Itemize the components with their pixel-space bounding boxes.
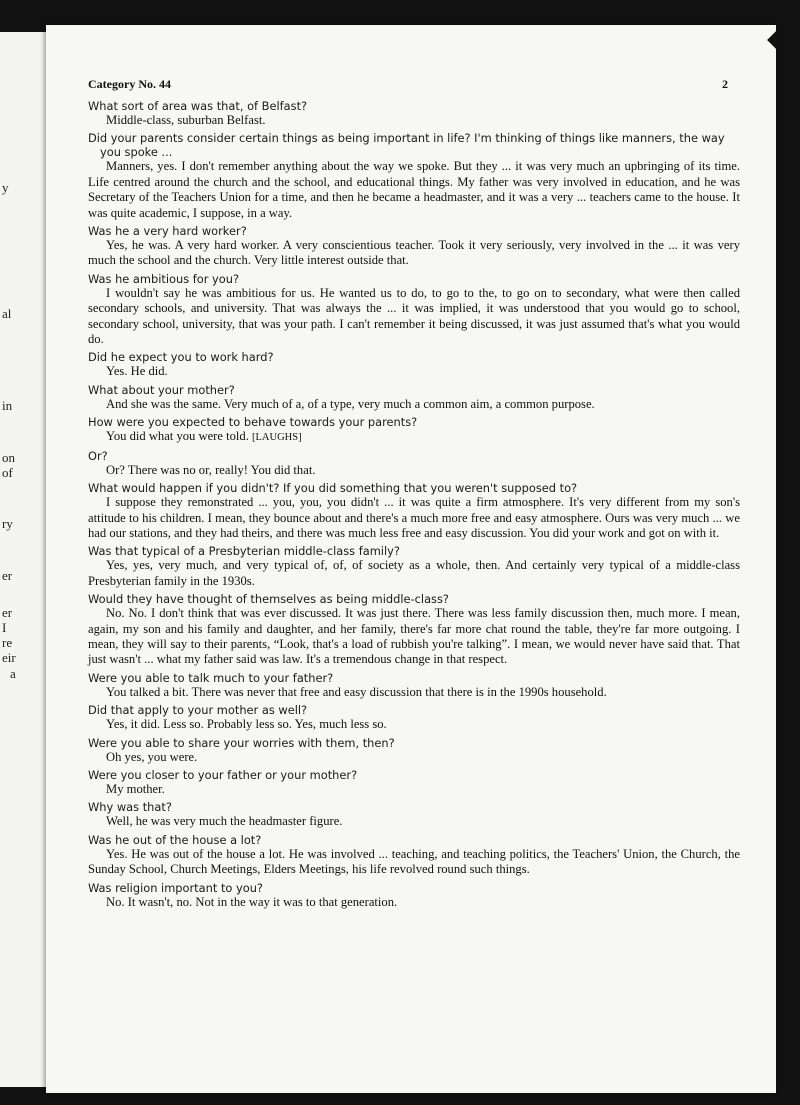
laughs-note: [LAUGHS] — [252, 432, 302, 444]
answer: No. No. I don't think that was ever discussed. It was just there. There was less family discussion then, much more. I mean, again, my son and his family and daughter, and her family, there's far more chat round the table, they're far more outgoing. I mean, they will say to their parents, “Look, that's a load of rubbish you're talking”. I mean, we would never have said that. That just wasn't ... what my father said was law. It's a tremendous change in that respect. — [88, 606, 740, 667]
answer: Yes, yes, very much, and very typical of, of, of society as a whole, then. And certainly very typical of a middle-class Presbyterian family in the 1930s. — [88, 558, 740, 588]
question: How were you expected to behave towards your parents? — [88, 415, 418, 430]
answer: Well, he was very much the headmaster figure. — [106, 814, 343, 829]
transcript-page — [46, 25, 776, 1093]
qa-item — [88, 592, 740, 668]
qa-item — [88, 768, 740, 797]
qa-item — [88, 736, 740, 765]
answer: And she was the same. Very much of a, of a type, very much a common aim, a common purpose. — [106, 396, 595, 411]
answer: Or? There was no or, really! You did that. — [106, 462, 316, 477]
question: Were you able to talk much to your father? — [88, 670, 334, 685]
answer: Middle-class, suburban Belfast. — [106, 113, 266, 127]
back-page-fragment: on — [2, 450, 15, 465]
back-page-fragment: y — [2, 180, 9, 195]
back-page-fragment: re — [2, 635, 13, 650]
qa-item — [88, 481, 740, 541]
question: Was that typical of a Presbyterian middle-class family? — [88, 544, 400, 559]
qa-item — [88, 800, 740, 829]
answer: Yes. He was out of the house a lot. He was involved ... teaching, and teaching politics, the Teachers' Union, the Church, the Sunday School, Church Meetings, Elders Meetings, his life revolved round such things. — [88, 846, 740, 877]
interview-transcript — [88, 96, 740, 913]
answer: Oh yes, you were. — [106, 749, 198, 764]
answer: Manners, yes. I don't remember anything about the way we spoke. But they ... it was very much an upbringing of its time. Life centred around the church and the school, and educational things. My father was very involved in education, and he was Secretary of the Teachers Union for a time, and then he became a headmaster, and it was a very ... teachers came to the house. It was quite academic, I suppose, in a way. — [88, 159, 740, 220]
qa-item — [88, 383, 740, 412]
qa-item — [88, 703, 740, 732]
qa-item — [88, 671, 740, 700]
question: Did your parents consider certain things as being important in life? I'm thinking of things like manners, the way you spoke ... — [88, 131, 725, 160]
answer: Yes, it did. Less so. Probably less so. Yes, much less so. — [106, 717, 387, 732]
answer: I wouldn't say he was ambitious for us. He wanted us to do, to go to the, to go on to secondary, what were then called secondary schools, and university. That was always the ... it was implied, it was understood that you would go to school, secondary school, university, that was your path. I can't remember it being discussed, it was just assumed that's what you would do. — [88, 285, 740, 347]
question: Why was that? — [88, 800, 172, 815]
back-page-fragment: I — [2, 620, 7, 635]
qa-item — [88, 544, 740, 589]
back-page-fragment: of — [2, 465, 13, 480]
back-page-fragment: in — [2, 398, 13, 413]
answer-text: You did what you were told. — [106, 429, 249, 444]
question: What would happen if you didn't? If you did something that you weren't supposed to? — [88, 481, 578, 496]
question: What about your mother? — [88, 382, 235, 397]
answer: I suppose they remonstrated ... you, you, you didn't ... it was quite a firm atmosphere. It's very different from my son's attitude to his children. I mean, they bounce about and there's a much more free and easy atmosphere. Ours was very much ... we had our stations, and they had theirs, and there was much less free and easy discussion. You did your work and got on with it. — [88, 495, 740, 540]
question: Were you closer to your father or your mother? — [88, 767, 358, 782]
question: What sort of area was that, of Belfast? — [88, 99, 308, 113]
qa-item — [88, 833, 740, 878]
page-header — [88, 77, 728, 93]
question: Was religion important to you? — [88, 880, 263, 895]
back-page-fragment: al — [2, 306, 12, 321]
qa-item — [88, 350, 740, 379]
qa-item — [88, 224, 740, 269]
answer: Yes, he was. A very hard worker. A very conscientious teacher. Took it very seriously, very involved in the ... it was very much the school and the church. Very little interest outside that. — [88, 238, 740, 268]
category-label: Category No. 44 — [88, 77, 171, 91]
question: Or? — [88, 448, 108, 463]
question: Would they have thought of themselves as being middle-class? — [88, 592, 449, 607]
qa-item — [88, 99, 740, 128]
answer: Yes. He did. — [106, 364, 168, 379]
back-page-fragment: er — [2, 568, 13, 583]
answer — [88, 429, 740, 445]
qa-item — [88, 415, 740, 445]
question: Did he expect you to work hard? — [88, 350, 274, 365]
qa-item — [88, 449, 740, 478]
adjacent-page-edge — [0, 32, 52, 1087]
question: Did that apply to your mother as well? — [88, 703, 308, 718]
back-page-fragment: ry — [2, 516, 13, 531]
back-page-fragment: eir — [2, 650, 16, 665]
qa-item — [88, 131, 740, 221]
qa-item — [88, 272, 740, 348]
back-page-fragment: er — [2, 605, 13, 620]
qa-item — [88, 881, 740, 910]
question: Was he ambitious for you? — [88, 271, 240, 286]
page-corner-mark — [767, 30, 776, 50]
answer: My mother. — [106, 781, 165, 796]
question: Was he a very hard worker? — [88, 224, 247, 239]
answer: You talked a bit. There was never that free and easy discussion that there is in the 1990s household. — [106, 684, 607, 699]
page-number: 2 — [722, 77, 728, 91]
back-page-fragment: a — [10, 666, 16, 681]
question: Was he out of the house a lot? — [88, 832, 262, 847]
question: Were you able to share your worries with them, then? — [88, 735, 395, 750]
answer: No. It wasn't, no. Not in the way it was to that generation. — [106, 894, 398, 909]
